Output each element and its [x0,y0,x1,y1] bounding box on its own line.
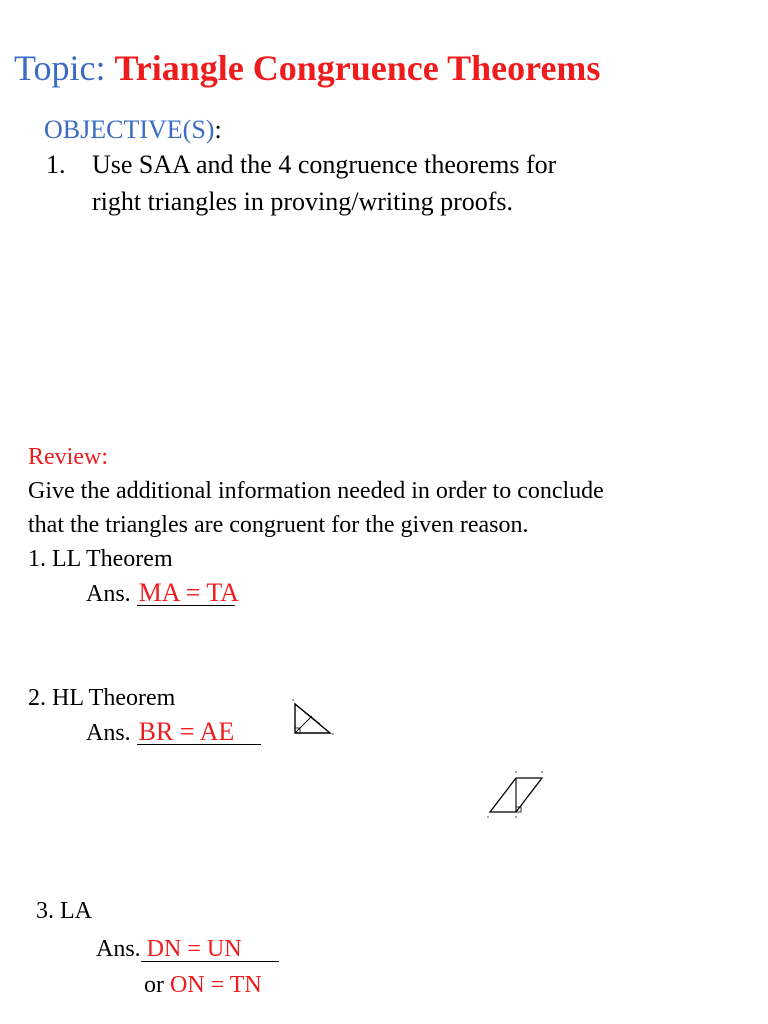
problem-1-title: 1. LL Theorem [28,546,173,572]
problem-2-ans-label: Ans. [86,720,131,746]
problem-1-answer-row [86,578,239,608]
objectives-heading [44,115,222,145]
problem-3-answer: DN = UN [141,937,279,962]
problem-3-answer-row [96,936,279,963]
problem-2-answer: BR = AE [137,720,261,745]
problem-1-answer: MA = TA [138,578,239,607]
parallelogram-figure [484,766,546,820]
review-instruction-2: that the triangles are congruent for the given reason. [28,512,529,538]
review-instruction-1: Give the additional information needed in order to conclude [28,478,604,504]
problem-3-alt-answer: ON = TN [170,972,262,998]
problem-3-ans-label: Ans. [96,936,141,962]
problem-3-alt-row [144,972,262,999]
page-title [14,46,600,90]
objective-line-2: right triangles in proving/writing proofs. [92,187,514,216]
review-label: Review: [28,444,108,470]
triangle-figure [290,696,336,738]
problem-3-or-label: or [144,972,164,998]
problem-2-title: 2. HL Theorem [28,685,176,711]
problem-3-title: 3. LA [36,898,92,924]
problem-1-ans-label: Ans. [86,581,131,607]
topic-text: Triangle Congruence Theorems [114,48,601,88]
topic-label: Topic: [14,48,115,88]
objective-number: 1. [46,150,66,179]
objectives-heading-text: OBJECTIVE(S) [44,115,215,144]
problem-2-answer-row [86,717,261,747]
objectives-colon: : [214,115,222,144]
objective-line-1: Use SAA and the 4 congruence theorems for [92,150,557,179]
